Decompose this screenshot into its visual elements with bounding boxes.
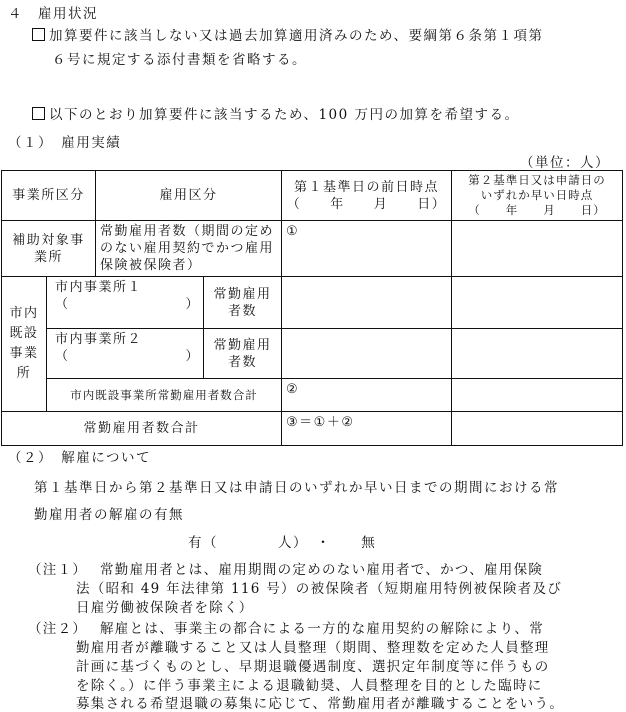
note2-line5: 募集される希望退職の募集に応じて、常勤雇用者が離職することをいう。 [76,696,565,712]
header-col2 [452,171,623,221]
note1-label: （注１） [28,562,88,578]
part2-heading: （２） 解雇について [8,450,151,466]
total-label: 常勤雇用者数合計 [2,412,282,446]
office1-category: 常勤雇用者数 [204,277,282,329]
table-header-row [2,171,623,221]
subtotal-col2-cell[interactable] [452,379,623,412]
office1-cell [47,277,204,329]
dismissal-choice[interactable]: 有（ 人） ・ 無 [188,535,377,551]
note1-line1: 常勤雇用者とは、雇用期間の定めのない雇用者で、かつ、雇用保険 [100,562,544,578]
table-row [2,412,623,446]
row1-col1-cell[interactable]: ① [282,221,452,277]
office1-col1-cell[interactable] [282,277,452,329]
note2-line4: を除く。）に伴う事業主による退職勧奨、人員整理を目的とした臨時に [76,678,543,694]
option-1-text: 加算要件に該当しない又は過去加算適用済みのため、要綱第６条第１項第 [49,28,544,44]
subtotal-col1-cell[interactable]: ② [282,379,452,412]
office2-name: 市内事業所２ [55,332,143,347]
office2-col2-cell[interactable] [452,329,623,379]
office2-cell [47,329,204,379]
table-row [2,379,623,412]
table-row [2,221,623,277]
note1-line3: 日雇労働被保険者を除く） [76,600,254,616]
group-label: 市内既設事業所 [2,277,47,412]
option-2-text: 以下のとおり加算要件に該当するため、100 万円の加算を希望する。 [49,107,520,123]
note2-line1: 解雇とは、事業主の都合による一方的な雇用契約の解除により、常 [100,621,544,637]
header-col1 [282,171,452,221]
section-heading: ４ 雇用状況 [8,6,98,22]
table-row [2,329,623,379]
header-col1-line1: 第１基準日の前日時点 [294,179,440,195]
row1-col2-cell[interactable] [452,221,623,277]
part2-text-line2: 勤雇用者の解雇の有無 [34,507,184,523]
row1-office: 補助対象事業所 [2,221,96,277]
office2-category: 常勤雇用者数 [204,329,282,379]
header-office: 事業所区分 [2,171,96,221]
employment-table [1,170,623,446]
option-2-checkbox[interactable] [32,107,45,120]
header-col2-line3: （ 年 月 日） [468,203,606,217]
total-col2-cell[interactable] [452,412,623,446]
office1-name: 市内事業所１ [55,280,143,295]
header-col2-line2: いずれか早い日時点 [480,188,594,202]
option-1-text-cont: ６号に規定する添付書類を省略する。 [52,52,307,68]
part1-heading: （１） 雇用実績 [8,135,122,151]
option-1-checkbox[interactable] [32,28,45,41]
table-row [2,277,623,329]
office1-paren[interactable]: （ ） [55,297,201,312]
office1-col2-cell[interactable] [452,277,623,329]
option-2 [32,103,520,123]
note1-line2: 法（昭和 49 年法律第 116 号）の被保険者（短期雇用特例被保険者及び [76,581,563,597]
note2-line2: 勤雇用者が離職すること又は人員整理（期間、整理数を定めた人員整理 [76,640,550,656]
subtotal-label: 市内既設事業所常勤雇用者数合計 [47,379,282,412]
unit-label: （単位：人） [520,155,610,171]
header-col2-line1: 第２基準日又は申請日の [468,173,606,187]
total-col1-cell[interactable]: ③＝①＋② [282,412,452,446]
part2-text-line1: 第１基準日から第２基準日又は申請日のいずれか早い日までの期間における常 [34,480,559,496]
header-category: 雇用区分 [96,171,282,221]
office2-col1-cell[interactable] [282,329,452,379]
row1-category: 常勤雇用者数（期間の定めのない雇用契約でかつ雇用保険被保険者） [96,221,282,277]
note2-label: （注２） [28,621,88,637]
note2-line3: 計画に基づくものとし、早期退職優遇制度、選択定年制度等に伴うもの [76,659,550,675]
office2-paren[interactable]: （ ） [55,349,201,364]
header-col1-line2: （ 年 月 日） [286,196,447,212]
option-1 [32,24,543,44]
